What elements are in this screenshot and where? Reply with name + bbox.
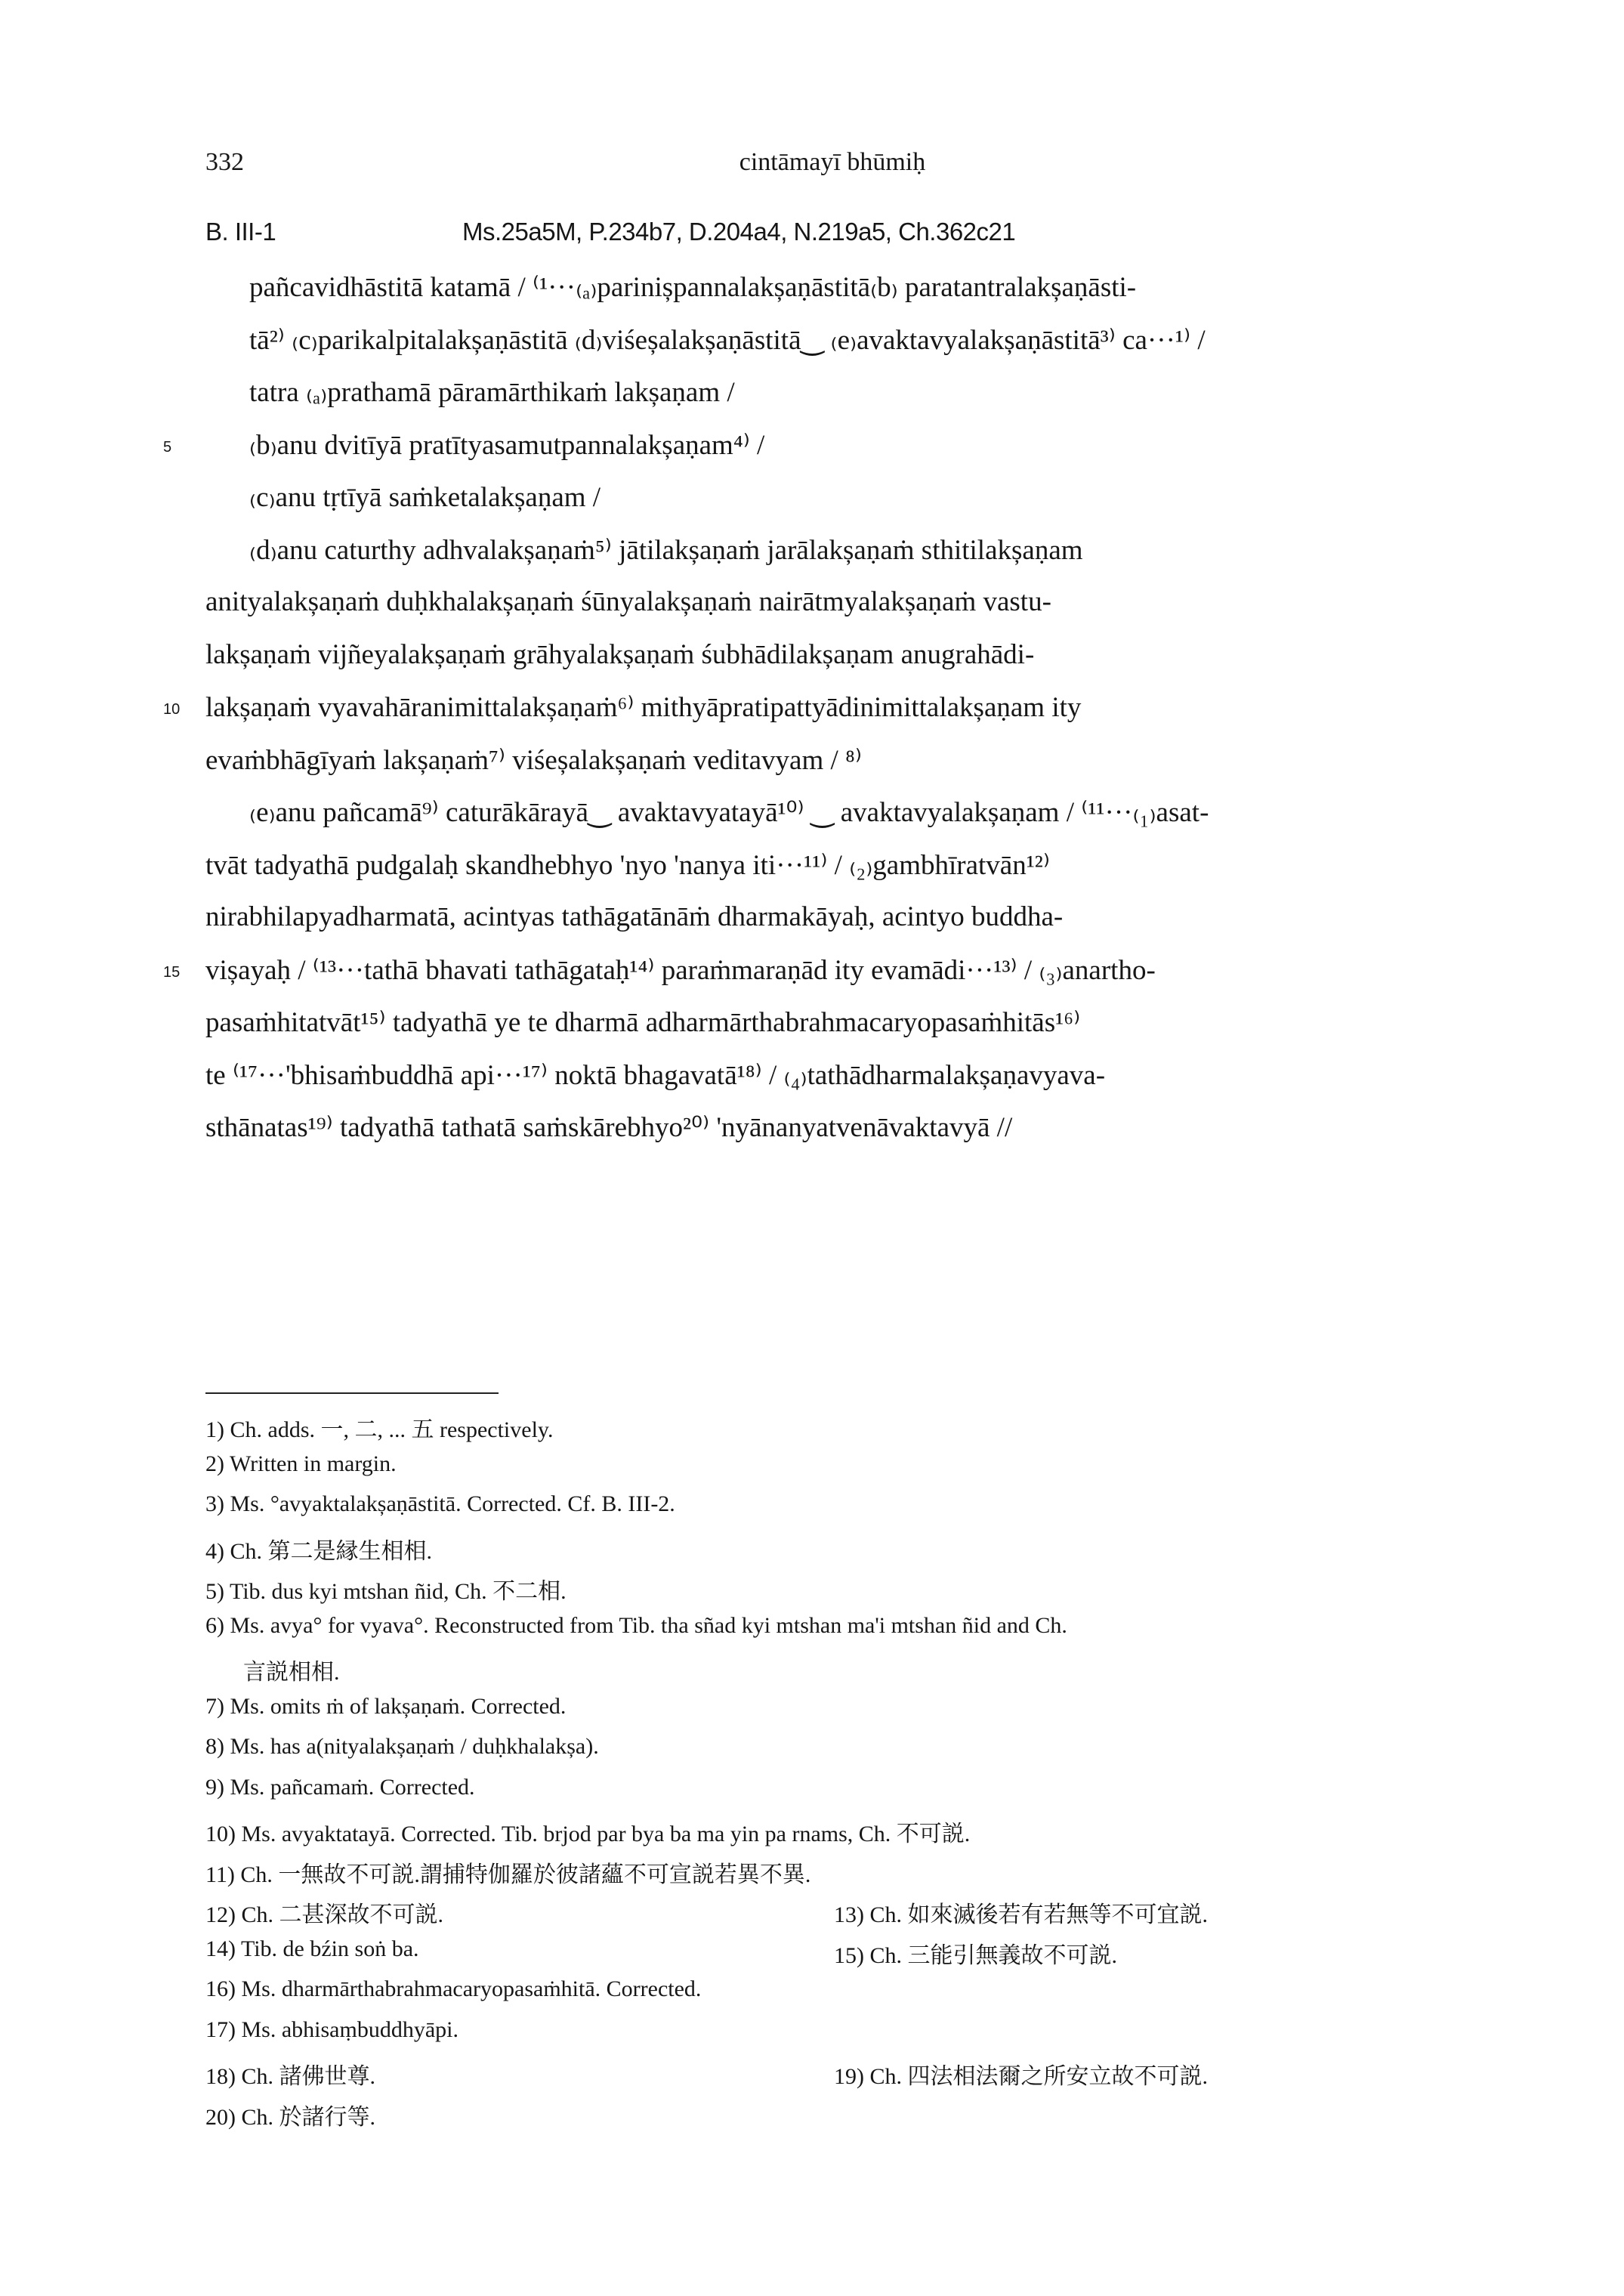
footnote: 15) Ch. 三能引無義故不可説. <box>834 1942 1117 1968</box>
running-title: cintāmayī bhūmiḥ <box>739 148 926 176</box>
footnote: 20) Ch. 於諸行等. <box>205 2104 375 2130</box>
footnote: 14) Tib. de bźin soṅ ba. <box>205 1936 419 1961</box>
text-line <box>163 953 1156 991</box>
text-line <box>205 638 1034 676</box>
footnote: 13) Ch. 如來滅後若有若無等不可宜説. <box>834 1902 1208 1927</box>
line-number: 5 <box>163 438 172 456</box>
footnote: 2) Written in margin. <box>205 1451 397 1476</box>
text-line <box>205 901 1063 938</box>
footnote: 12) Ch. 二甚深故不可説. <box>205 1902 443 1927</box>
footnote: 9) Ms. pañcamaṁ. Corrected. <box>205 1774 475 1800</box>
text-line-content: tatra ₍ₐ₎prathamā pāramārthikaṁ lakșaṇam / <box>249 377 735 408</box>
text-line-content: ₍d₎anu caturthy adhvalakșaṇaṁ⁵⁾ jātilakșaṇaṁ jarālakșaṇaṁ sthitilakșaṇam <box>249 534 1083 566</box>
text-line <box>249 375 735 413</box>
text-line-content: nirabhilapyadharmatā, acintyas tathāgatānāṁ dharmakāyaḥ, acintyo buddha- <box>205 901 1064 932</box>
section-references: Ms.25a5M, P.234b7, D.204a4, N.219a5, Ch.362c21 <box>462 218 1016 246</box>
text-line <box>249 481 601 518</box>
footnote-divider <box>205 1392 499 1394</box>
footnote: 16) Ms. dharmārthabrahmacaryopasaṁhitā. Corrected. <box>205 1976 702 2001</box>
footnote: 10) Ms. avyaktatayā. Corrected. Tib. brjod par bya ba ma yin pa rnams, Ch. 不可説. <box>205 1822 971 1846</box>
line-number: 15 <box>163 963 181 981</box>
text-line-content: pasaṁhitatvāt¹⁵⁾ tadyathā ye te dharmā adharmārthabrahmacaryopasaṁhitās¹⁶⁾ <box>205 1007 1081 1038</box>
line-number: 10 <box>163 701 181 718</box>
text-line <box>205 848 1050 886</box>
section-id: B. III-1 <box>205 218 276 246</box>
text-line <box>163 691 1082 728</box>
text-line-content: pañcavidhāstitā katamā / ⁽¹···₍ₐ₎parinișpannalakșaṇāstitā₍b₎ paratantralakșaṇāsti- <box>249 272 1137 303</box>
text-line-content: ₍c₎anu tṛtīyā saṁketalakșaṇam / <box>249 482 601 513</box>
text-line-content: lakșaṇaṁ vijñeyalakșaṇaṁ grāhyalakșaṇaṁ śubhādilakșaṇam anugrahādi- <box>205 638 1035 670</box>
footnote: 1) Ch. adds. 一, 二, ... 五 respectively. <box>205 1417 554 1442</box>
text-line-content: lakșaṇaṁ vyavahāranimittalakșaṇaṁ⁶⁾ mithyāpratipattyādinimittalakșaṇam ity <box>205 692 1082 723</box>
text-line <box>205 1058 1105 1096</box>
text-line <box>249 796 1209 833</box>
text-line <box>249 270 1136 308</box>
text-line-content: te ⁽¹⁷···'bhisaṁbuddhā api···¹⁷⁾ noktā bhagavatā¹⁸⁾ / ₍₄₎tathādharmalakșaṇavyava- <box>205 1059 1106 1091</box>
page-header <box>205 148 1459 186</box>
text-line <box>249 323 1206 361</box>
text-line <box>163 428 765 466</box>
text-line <box>205 1111 1012 1148</box>
footnote: 8) Ms. has a(nityalakșaṇaṁ / duḥkhalakșa). <box>205 1734 599 1759</box>
footnote: 17) Ms. abhisaṃbuddhyāpi. <box>205 2016 458 2042</box>
text-line-content: sthānatas¹⁹⁾ tadyathā tathatā saṁskārebhyo²⁰⁾ 'nyānanyatvenāvaktavyā // <box>205 1112 1013 1143</box>
footnote: 3) Ms. °avyaktalakșaṇāstitā. Corrected. Cf. B. III-2. <box>205 1491 675 1516</box>
footnote: 7) Ms. omits ṁ of lakșaṇaṁ. Corrected. <box>205 1693 567 1719</box>
text-line-content: tvāt tadyathā pudgalaḥ skandhebhyo 'nyo 'nanya iti···¹¹⁾ / ₍₂₎gambhīratvān¹²⁾ <box>205 849 1050 881</box>
footnote: 6) Ms. avya° for vyava°. Reconstructed from Tib. tha sñad kyi mtshan ma'i mtshan ñid and Ch. <box>205 1612 1067 1638</box>
text-line-content: vișayaḥ / ⁽¹³···tathā bhavati tathāgataḥ¹⁴⁾ paraṁmaraṇād ity evamādi···¹³⁾ / ₍₃₎anartho- <box>205 954 1156 986</box>
text-line-content: anityalakșaṇaṁ duḥkhalakșaṇaṁ śūnyalakșaṇaṁ nairātmyalakșaṇaṁ vastu- <box>205 586 1051 617</box>
text-line <box>205 1006 1080 1043</box>
text-line-content: ₍e₎anu pañcamā⁹⁾ caturākārayā‿ avaktavyatayā¹⁰⁾ ‿ avaktavyalakșaṇam / ⁽¹¹···₍₁₎asat- <box>249 797 1209 828</box>
text-line-content: tā²⁾ ₍c₎parikalpitalakșaṇāstitā ₍d₎viśeșalakșaṇāstitā‿ ₍e₎avaktavyalakșaṇāstitā³⁾ ca···¹⁾ / <box>249 324 1206 356</box>
footnote: 19) Ch. 四法相法爾之所安立故不可説. <box>834 2064 1208 2089</box>
footnote: 言説相相. <box>243 1660 340 1685</box>
footnote: 4) Ch. 第二是縁生相相. <box>205 1538 432 1564</box>
footnote: 18) Ch. 諸佛世尊. <box>205 2064 375 2089</box>
text-line-content: ₍b₎anu dvitīyā pratītyasamutpannalakșaṇam⁴⁾ / <box>249 429 765 461</box>
footnote: 11) Ch. 一無故不可説.謂捕特伽羅於彼諸蘊不可宣説若異不異. <box>205 1862 811 1887</box>
page-number: 332 <box>205 148 244 176</box>
text-line-content: evaṁbhāgīyaṁ lakșaṇaṁ⁷⁾ viśeșalakșaṇaṁ veditavyam / ⁸⁾ <box>205 744 863 776</box>
footnote: 5) Tib. dus kyi mtshan ñid, Ch. 不二相. <box>205 1579 567 1604</box>
text-line <box>205 743 862 781</box>
text-line <box>249 533 1083 571</box>
text-line <box>205 586 1051 623</box>
